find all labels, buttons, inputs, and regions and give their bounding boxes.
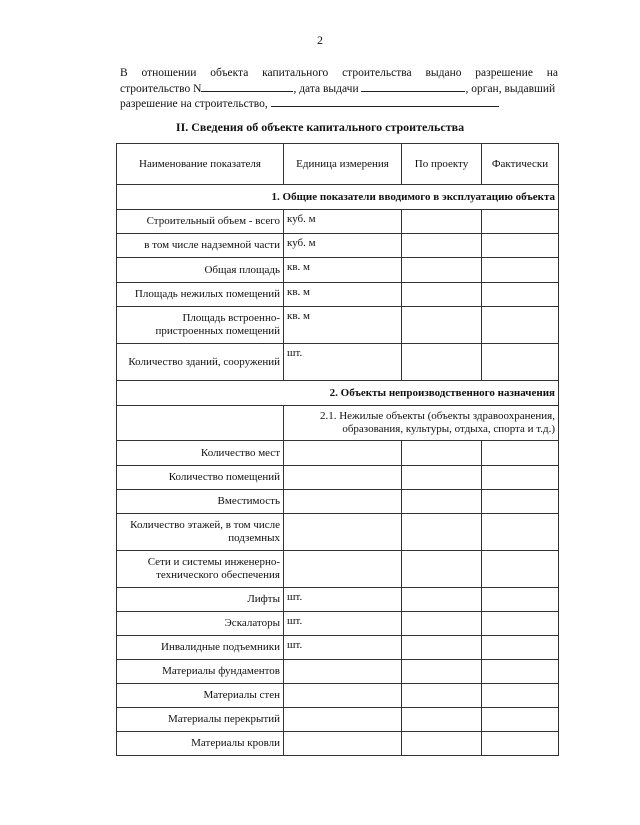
project-cell[interactable]: [402, 490, 482, 514]
issuing-authority-field[interactable]: [271, 96, 499, 107]
row-name: Строительный объем - всего: [117, 210, 284, 234]
actual-cell[interactable]: [482, 612, 559, 636]
header-by-project: По проекту: [402, 144, 482, 185]
actual-cell[interactable]: [482, 732, 559, 756]
table-row: [117, 660, 559, 684]
table-row: [117, 441, 559, 466]
section-row: [117, 381, 559, 406]
row-name: Материалы стен: [117, 684, 284, 708]
table-row: [117, 307, 559, 344]
table-row: [117, 258, 559, 283]
table-header-row: [117, 144, 559, 185]
row-name: Количество помещений: [117, 466, 284, 490]
project-cell[interactable]: [402, 551, 482, 588]
intro-word: отношении: [141, 67, 197, 79]
subsection-row: [117, 406, 559, 441]
actual-cell[interactable]: [482, 551, 559, 588]
row-name: Количество зданий, сооружений: [117, 344, 284, 381]
intro-line-2: [120, 81, 558, 97]
actual-cell[interactable]: [482, 466, 559, 490]
project-cell[interactable]: [402, 258, 482, 283]
intro-text: разрешение на строительство,: [120, 98, 268, 110]
row-unit: [284, 490, 402, 514]
row-name: Лифты: [117, 588, 284, 612]
table-row: [117, 234, 559, 258]
project-cell[interactable]: [402, 307, 482, 344]
subsection-spacer: [117, 406, 284, 441]
project-cell[interactable]: [402, 684, 482, 708]
actual-cell[interactable]: [482, 684, 559, 708]
row-unit: [284, 732, 402, 756]
row-unit: [284, 660, 402, 684]
row-name: Сети и системы инженерно-технического обеспечения: [117, 551, 284, 588]
row-unit: шт.: [284, 588, 402, 612]
row-unit: [284, 466, 402, 490]
page-number: 2: [317, 33, 323, 47]
section2-subtitle: 2.1. Нежилые объекты (объекты здравоохранения, образования, культуры, отдыха, спорта и т.д.): [284, 406, 559, 441]
project-cell[interactable]: [402, 210, 482, 234]
project-cell[interactable]: [402, 636, 482, 660]
row-unit: [284, 708, 402, 732]
row-name: Вместимость: [117, 490, 284, 514]
section-title: II. Сведения об объекте капитального строительства: [175, 120, 465, 134]
issue-date-field[interactable]: [361, 81, 465, 92]
table-row: [117, 612, 559, 636]
table-row: [117, 283, 559, 307]
row-unit: [284, 514, 402, 551]
permit-number-field[interactable]: [201, 81, 293, 92]
section2-title: 2. Объекты непроизводственного назначения: [117, 381, 559, 406]
header-indicator-name: Наименование показателя: [117, 144, 284, 185]
project-cell[interactable]: [402, 514, 482, 551]
actual-cell[interactable]: [482, 344, 559, 381]
row-unit: кв. м: [284, 307, 402, 344]
project-cell[interactable]: [402, 612, 482, 636]
row-unit: кв. м: [284, 258, 402, 283]
row-unit: куб. м: [284, 234, 402, 258]
row-name: Материалы перекрытий: [117, 708, 284, 732]
intro-text: , орган, выдавший: [465, 82, 556, 95]
actual-cell[interactable]: [482, 514, 559, 551]
header-unit: Единица измерения: [284, 144, 402, 185]
row-name: Эскалаторы: [117, 612, 284, 636]
table-row: [117, 466, 559, 490]
table-row: [117, 490, 559, 514]
actual-cell[interactable]: [482, 708, 559, 732]
project-cell[interactable]: [402, 344, 482, 381]
actual-cell[interactable]: [482, 283, 559, 307]
row-name: Площадь встроенно-пристроенных помещений: [117, 307, 284, 344]
project-cell[interactable]: [402, 660, 482, 684]
actual-cell[interactable]: [482, 258, 559, 283]
row-name: Количество мест: [117, 441, 284, 466]
actual-cell[interactable]: [482, 307, 559, 344]
row-name: Общая площадь: [117, 258, 284, 283]
intro-text: строительство N: [120, 82, 202, 95]
project-cell[interactable]: [402, 708, 482, 732]
row-unit: [284, 551, 402, 588]
table-row: [117, 210, 559, 234]
table-row: [117, 588, 559, 612]
table-row: [117, 732, 559, 756]
project-cell[interactable]: [402, 234, 482, 258]
project-cell[interactable]: [402, 466, 482, 490]
row-unit: куб. м: [284, 210, 402, 234]
intro-word: разрешение: [475, 67, 533, 79]
actual-cell[interactable]: [482, 660, 559, 684]
row-unit: шт.: [284, 636, 402, 660]
row-name: в том числе надземной части: [117, 234, 284, 258]
row-name: Количество этажей, в том числе подземных: [117, 514, 284, 551]
table-row: [117, 344, 559, 381]
intro-word: выдано: [425, 67, 462, 79]
row-name: Площадь нежилых помещений: [117, 283, 284, 307]
intro-paragraph: [120, 66, 558, 112]
header-actual: Фактически: [482, 144, 559, 185]
row-unit: [284, 441, 402, 466]
actual-cell[interactable]: [482, 234, 559, 258]
row-unit: шт.: [284, 612, 402, 636]
table-row: [117, 514, 559, 551]
project-cell[interactable]: [402, 283, 482, 307]
project-cell[interactable]: [402, 441, 482, 466]
intro-text: , дата выдачи: [293, 82, 359, 95]
project-cell[interactable]: [402, 588, 482, 612]
object-info-table: [116, 143, 559, 756]
actual-cell[interactable]: [482, 636, 559, 660]
project-cell[interactable]: [402, 732, 482, 756]
intro-word: объекта: [210, 67, 249, 79]
table-row: [117, 684, 559, 708]
row-unit: шт.: [284, 344, 402, 381]
table-row: [117, 708, 559, 732]
row-name: Инвалидные подъемники: [117, 636, 284, 660]
table-row: [117, 636, 559, 660]
table-row: [117, 551, 559, 588]
row-unit: [284, 684, 402, 708]
actual-cell[interactable]: [482, 588, 559, 612]
actual-cell[interactable]: [482, 441, 559, 466]
intro-word: В: [120, 67, 128, 79]
section-row: [117, 185, 559, 210]
intro-line-3: [120, 96, 558, 112]
intro-word: на: [546, 67, 558, 79]
actual-cell[interactable]: [482, 210, 559, 234]
row-name: Материалы кровли: [117, 732, 284, 756]
intro-line-1: [120, 66, 558, 81]
row-name: Материалы фундаментов: [117, 660, 284, 684]
intro-word: капитального: [262, 67, 329, 79]
section1-title: 1. Общие показатели вводимого в эксплуатацию объекта: [117, 185, 559, 210]
actual-cell[interactable]: [482, 490, 559, 514]
intro-word: строительства: [342, 67, 412, 79]
row-unit: кв. м: [284, 283, 402, 307]
